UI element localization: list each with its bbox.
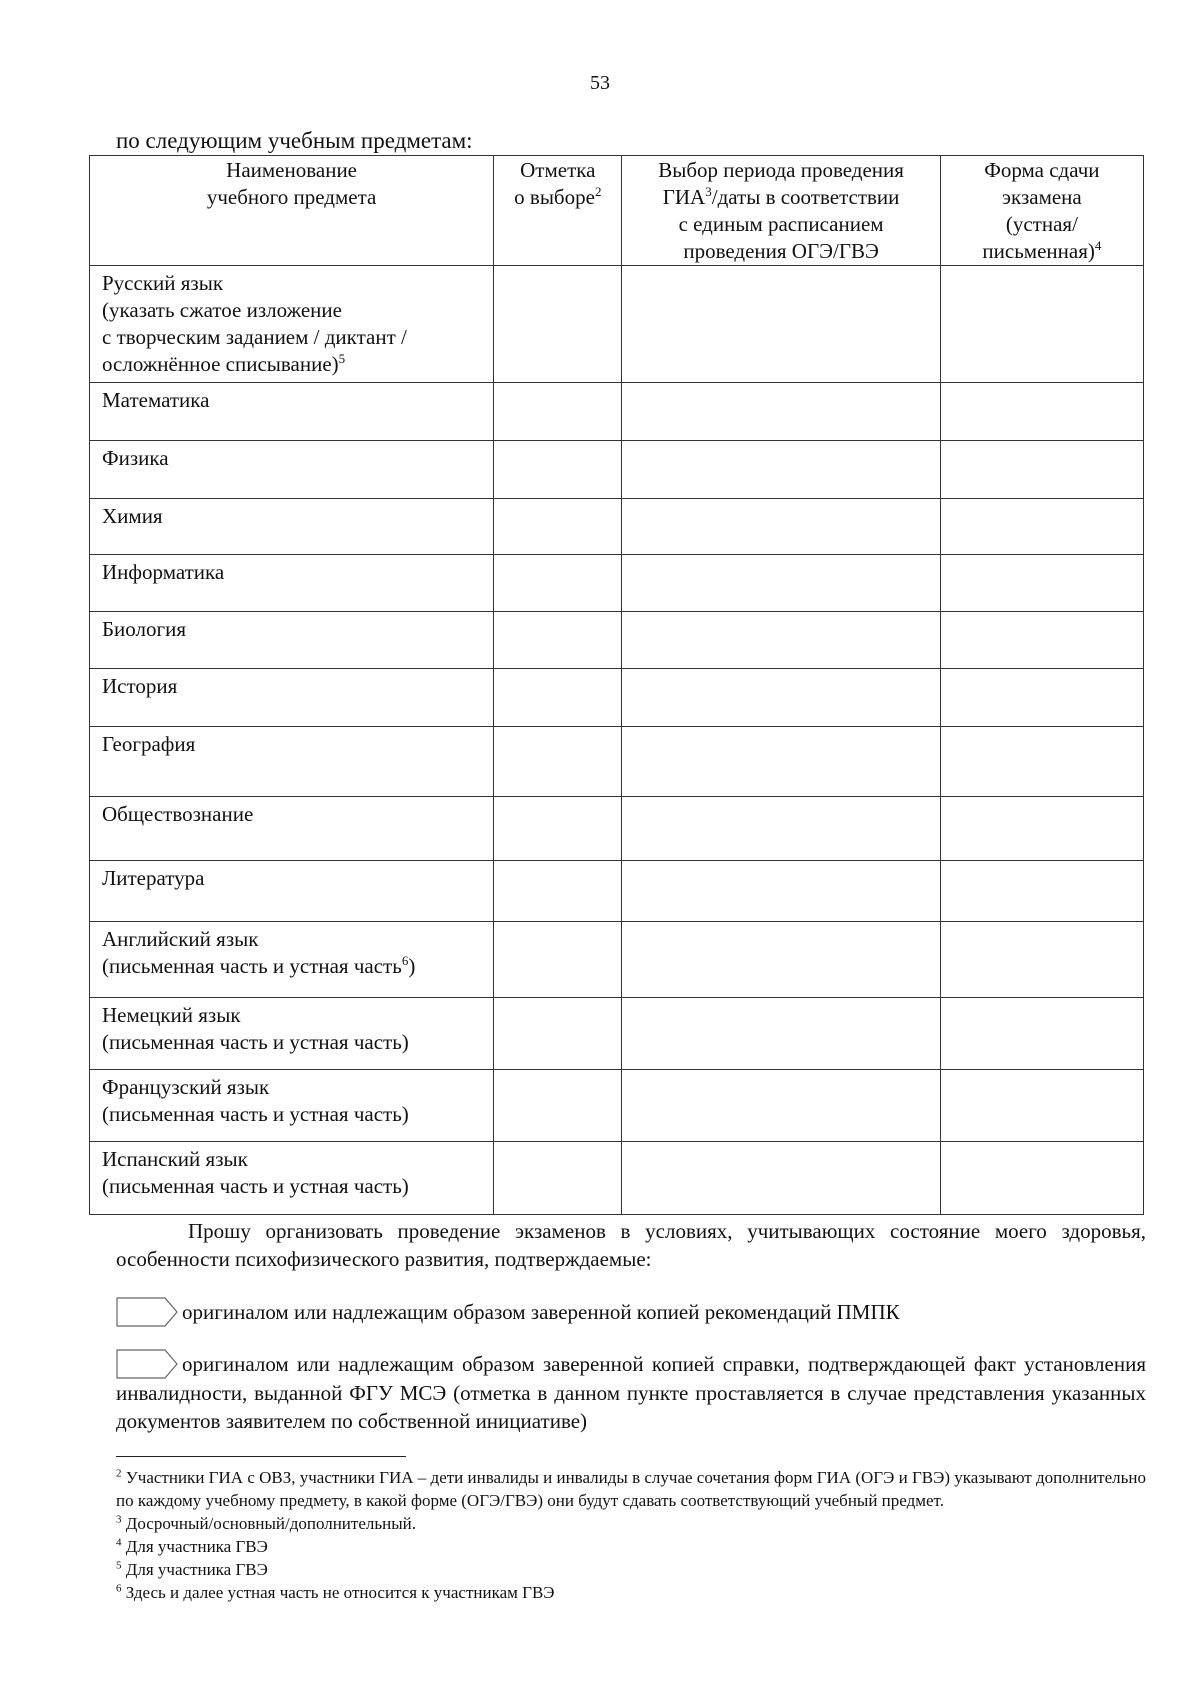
subject-literature: Литература — [90, 861, 494, 922]
option-pmpk-label: оригиналом или надлежащим образом заверенной копией рекомендаций ПМПК — [182, 1300, 900, 1324]
period-cell[interactable] — [622, 861, 940, 922]
table-row — [90, 1142, 1144, 1215]
table-row — [90, 727, 1144, 797]
checkbox-pmpk-icon[interactable] — [116, 1297, 178, 1327]
table-row — [90, 669, 1144, 727]
footnote-ref: 4 — [1094, 238, 1102, 253]
table-row — [90, 998, 1144, 1070]
option-pmpk — [116, 1297, 1146, 1327]
mark-cell[interactable] — [494, 669, 622, 727]
footnote-ref: 6 — [401, 953, 409, 968]
subject-russian: Русский язык (указать сжатое изложение с творческим заданием / диктант / осложнённое списывание)$^5$ — [90, 266, 494, 383]
mark-cell[interactable] — [494, 797, 622, 861]
form-cell[interactable] — [940, 383, 1143, 441]
table-row — [90, 499, 1144, 555]
form-cell[interactable] — [940, 499, 1143, 555]
form-cell[interactable] — [940, 998, 1143, 1070]
header-period: Выбор периода проведения ГИА$^3$/даты в соответствии с единым расписанием проведения ОГЭ/ГВЭ — [622, 156, 940, 266]
mark-cell[interactable] — [494, 555, 622, 612]
page-number: 53 — [590, 72, 610, 94]
form-cell[interactable] — [940, 1070, 1143, 1142]
period-cell[interactable] — [622, 499, 940, 555]
subject-geography: География — [90, 727, 494, 797]
header-row — [90, 156, 1144, 266]
footnote-6: $^6$ Здесь и далее устная часть не относится к участникам ГВЭ — [116, 1582, 555, 1602]
subject-chemistry: Химия — [90, 499, 494, 555]
option-mse-label: оригиналом или надлежащим образом заверенной копией справки, подтверждающей факт установления инвалидности, выданной ФГУ МСЭ (отметка в данном пункте проставляется в случае представления указанных документов заявителем по собственной инициативе) — [116, 1352, 1146, 1433]
form-cell[interactable] — [940, 441, 1143, 499]
table-row — [90, 1070, 1144, 1142]
form-cell[interactable] — [940, 555, 1143, 612]
period-cell[interactable] — [622, 922, 940, 998]
form-cell[interactable] — [940, 727, 1143, 797]
period-cell[interactable] — [622, 441, 940, 499]
subject-english: Английский язык (письменная часть и устная часть$^6$) — [90, 922, 494, 998]
form-cell[interactable] — [940, 669, 1143, 727]
mark-cell[interactable] — [494, 499, 622, 555]
form-cell[interactable] — [940, 612, 1143, 669]
mark-cell[interactable] — [494, 922, 622, 998]
form-cell[interactable] — [940, 922, 1143, 998]
footnote-2: $^2$ Участники ГИА с ОВЗ, участники ГИА – дети инвалиды и инвалиды в случае сочетания форм ГИА (ОГЭ и ГВЭ) указывают дополнительно по каждому учебному предмету, в какой форме (ОГЭ/ГВЭ) они будут сдавать соответствующий учебный предмет. — [116, 1467, 1146, 1510]
mark-cell[interactable] — [494, 1142, 622, 1215]
table-row — [90, 441, 1144, 499]
period-cell[interactable] — [622, 1142, 940, 1215]
footnote-5: $^5$ Для участника ГВЭ — [116, 1559, 268, 1579]
footnote-divider — [116, 1456, 406, 1457]
mark-cell[interactable] — [494, 612, 622, 669]
request-paragraph: Прошу организовать проведение экзаменов в условиях, учитывающих состояние моего здоровья, особенности психофизического развития, подтверждаемые: — [116, 1219, 1146, 1271]
period-cell[interactable] — [622, 555, 940, 612]
footnote-ref: 5 — [338, 351, 346, 366]
footnote-ref: 3 — [705, 184, 712, 199]
mark-cell[interactable] — [494, 1070, 622, 1142]
table-row — [90, 612, 1144, 669]
subject-physics: Физика — [90, 441, 494, 499]
subject-history: История — [90, 669, 494, 727]
table-row — [90, 922, 1144, 998]
period-cell[interactable] — [622, 669, 940, 727]
period-cell[interactable] — [622, 998, 940, 1070]
mark-cell[interactable] — [494, 441, 622, 499]
subject-informatics: Информатика — [90, 555, 494, 612]
period-cell[interactable] — [622, 727, 940, 797]
subject-german: Немецкий язык (письменная часть и устная часть) — [90, 998, 494, 1070]
header-form: Форма сдачи экзамена (устная/ письменная)$^4$ — [940, 156, 1143, 266]
footnote-ref: 2 — [594, 184, 602, 199]
form-cell[interactable] — [940, 797, 1143, 861]
subject-biology: Биология — [90, 612, 494, 669]
subject-social-studies: Обществознание — [90, 797, 494, 861]
mark-cell[interactable] — [494, 266, 622, 383]
table-row — [90, 555, 1144, 612]
period-cell[interactable] — [622, 797, 940, 861]
period-cell[interactable] — [622, 266, 940, 383]
mark-cell[interactable] — [494, 727, 622, 797]
form-cell[interactable] — [940, 861, 1143, 922]
table-row — [90, 861, 1144, 922]
form-cell[interactable] — [940, 1142, 1143, 1215]
subject-math: Математика — [90, 383, 494, 441]
mark-cell[interactable] — [494, 998, 622, 1070]
option-mse — [116, 1349, 1146, 1435]
checkbox-mse-icon[interactable] — [116, 1349, 178, 1379]
table-row — [90, 383, 1144, 441]
table-intro: по следующим учебным предметам: — [116, 128, 473, 153]
table-row — [90, 797, 1144, 861]
subjects-table — [89, 155, 1144, 1215]
subject-spanish: Испанский язык (письменная часть и устная часть) — [90, 1142, 494, 1215]
form-cell[interactable] — [940, 266, 1143, 383]
subject-french: Французский язык (письменная часть и устная часть) — [90, 1070, 494, 1142]
period-cell[interactable] — [622, 383, 940, 441]
header-subject: Наименование учебного предмета — [90, 156, 494, 266]
mark-cell[interactable] — [494, 383, 622, 441]
footnotes — [116, 1466, 1146, 1604]
footnote-3: $^3$ Досрочный/основный/дополнительный. — [116, 1513, 416, 1533]
header-mark: Отметка о выборе$^2$ — [494, 156, 622, 266]
period-cell[interactable] — [622, 1070, 940, 1142]
footnote-4: $^4$ Для участника ГВЭ — [116, 1536, 268, 1556]
mark-cell[interactable] — [494, 861, 622, 922]
period-cell[interactable] — [622, 612, 940, 669]
table-row — [90, 266, 1144, 383]
